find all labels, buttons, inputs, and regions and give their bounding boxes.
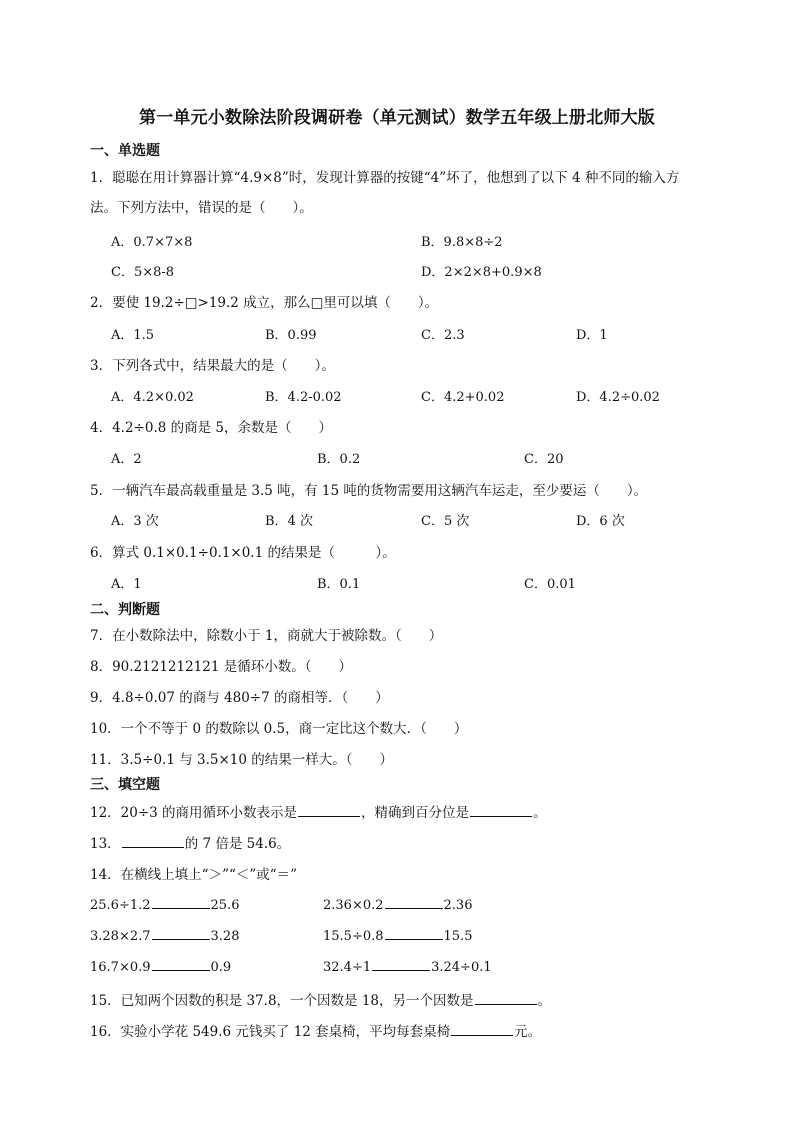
question-13-suffix: 的 7 倍是 54.6。 [184, 836, 291, 852]
question-5-option-c[interactable]: C．5 次 [421, 514, 470, 529]
question-2-option-b[interactable]: B．0.99 [265, 328, 317, 343]
question-4-option-c[interactable]: C．20 [524, 452, 564, 467]
answer-blank[interactable] [470, 804, 532, 817]
question-2: 2．要使 19.2÷□>19.2 成立，那么□里可以填（ ）。 [90, 295, 439, 311]
question-3-option-a[interactable]: A．4.2×0.02 [111, 390, 194, 405]
question-2-option-a[interactable]: A．1.5 [111, 328, 155, 343]
comparison-right: 15.5 [443, 929, 473, 944]
comparison-right: 3.24÷0.1 [431, 960, 492, 975]
answer-blank[interactable] [451, 1023, 513, 1036]
question-9: 9．4.8÷0.07 的商与 480÷7 的商相等．（ ） [90, 690, 389, 706]
comparison-item [323, 927, 472, 944]
question-14: 14．在横线上填上“＞”“＜”或“＝” [90, 867, 298, 883]
answer-blank[interactable] [152, 958, 210, 971]
question-7: 7．在小数除法中，除数小于 1，商就大于被除数。（ ） [90, 628, 443, 644]
question-6: 6．算式 0.1×0.1÷0.1×0.1 的结果是（ ）。 [90, 545, 396, 561]
comparison-item [323, 958, 492, 975]
question-1-option-d[interactable]: D．2×2×8+0.9×8 [421, 265, 542, 280]
question-4-option-b[interactable]: B．0.2 [317, 452, 361, 467]
question-4: 4．4.2÷0.8 的商是 5，余数是（ ） [90, 420, 333, 436]
question-1-line-1: 1．聪聪在用计算器计算“4.9×8”时，发现计算器的按键“4”坏了，他想到了以下 4 种不同的输入方 [90, 170, 680, 186]
answer-blank[interactable] [122, 835, 184, 848]
question-12-middle: ，精确到百分位是 [361, 805, 470, 821]
comparison-left: 15.5÷0.8 [323, 929, 384, 944]
question-3-option-d[interactable]: D．4.2÷0.02 [576, 390, 660, 405]
question-5: 5．一辆汽车最高载重量是 3.5 吨，有 15 吨的货物需要用这辆汽车运走，至少要运（ ）。 [90, 483, 648, 499]
question-1-option-a[interactable]: A．0.7×7×8 [111, 235, 193, 250]
question-10: 10．一个不等于 0 的数除以 0.5，商一定比这个数大．（ ） [90, 721, 468, 737]
question-5-option-a[interactable]: A．3 次 [111, 514, 159, 529]
question-3-option-c[interactable]: C．4.2+0.02 [421, 390, 505, 405]
comparison-left: 3.28×2.7 [90, 929, 151, 944]
question-12-prefix: 12．20÷3 的商用循环小数表示是 [90, 805, 298, 821]
question-6-option-c[interactable]: C．0.01 [524, 577, 576, 592]
section-heading-fill-blank: 三、填空题 [90, 777, 160, 793]
answer-blank[interactable] [152, 896, 210, 909]
question-8: 8．90.2121212121 是循环小数。（ ） [90, 659, 352, 675]
question-6-option-a[interactable]: A．1 [111, 577, 142, 592]
comparison-left: 25.6÷1.2 [90, 898, 151, 913]
comparison-item [90, 958, 231, 975]
page-title: 第一单元小数除法阶段调研卷（单元测试）数学五年级上册北师大版 [139, 108, 655, 128]
question-16-prefix: 16．实验小学花 549.6 元钱买了 12 套桌椅，平均每套桌椅 [90, 1024, 451, 1040]
question-3: 3．下列各式中，结果最大的是（ ）。 [90, 358, 335, 374]
answer-blank[interactable] [298, 804, 360, 817]
question-2-option-c[interactable]: C．2.3 [421, 328, 465, 343]
answer-blank[interactable] [475, 992, 537, 1005]
section-heading-single-choice: 一、单选题 [90, 143, 160, 159]
question-3-option-b[interactable]: B．4.2-0.02 [265, 390, 342, 405]
question-16 [90, 1020, 541, 1040]
question-15-suffix: 。 [537, 993, 551, 1009]
question-11: 11．3.5÷0.1 与 3.5×10 的结果一样大。（ ） [90, 752, 394, 768]
answer-blank[interactable] [372, 958, 430, 971]
answer-blank[interactable] [385, 927, 443, 940]
comparison-left: 16.7×0.9 [90, 960, 151, 975]
comparison-right: 3.28 [210, 929, 240, 944]
answer-blank[interactable] [385, 896, 443, 909]
comparison-right: 2.36 [443, 898, 473, 913]
question-2-option-d[interactable]: D．1 [576, 328, 608, 343]
comparison-left: 2.36×0.2 [323, 898, 384, 913]
question-1-line-2: 法。下列方法中，错误的是（ ）。 [90, 200, 313, 216]
comparison-item [90, 927, 239, 944]
question-1-option-b[interactable]: B．9.8×8÷2 [421, 235, 503, 250]
question-13 [90, 832, 290, 852]
comparison-right: 25.6 [210, 898, 240, 913]
question-4-option-a[interactable]: A．2 [111, 452, 142, 467]
comparison-item [323, 896, 472, 913]
question-15-prefix: 15．已知两个因数的积是 37.8，一个因数是 18，另一个因数是 [90, 993, 474, 1009]
comparison-right: 0.9 [210, 960, 232, 975]
answer-blank[interactable] [152, 927, 210, 940]
section-heading-true-false: 二、判断题 [90, 602, 160, 618]
question-13-prefix: 13． [90, 836, 121, 852]
question-5-option-b[interactable]: B．4 次 [265, 514, 313, 529]
question-6-option-b[interactable]: B．0.1 [317, 577, 361, 592]
comparison-left: 32.4÷1 [323, 960, 372, 975]
question-12 [90, 801, 547, 821]
question-15 [90, 989, 551, 1009]
question-5-option-d[interactable]: D．6 次 [576, 514, 625, 529]
comparison-item [90, 896, 239, 913]
question-1-option-c[interactable]: C．5×8-8 [111, 265, 175, 280]
question-12-suffix: 。 [533, 805, 547, 821]
question-16-suffix: 元。 [514, 1024, 542, 1040]
